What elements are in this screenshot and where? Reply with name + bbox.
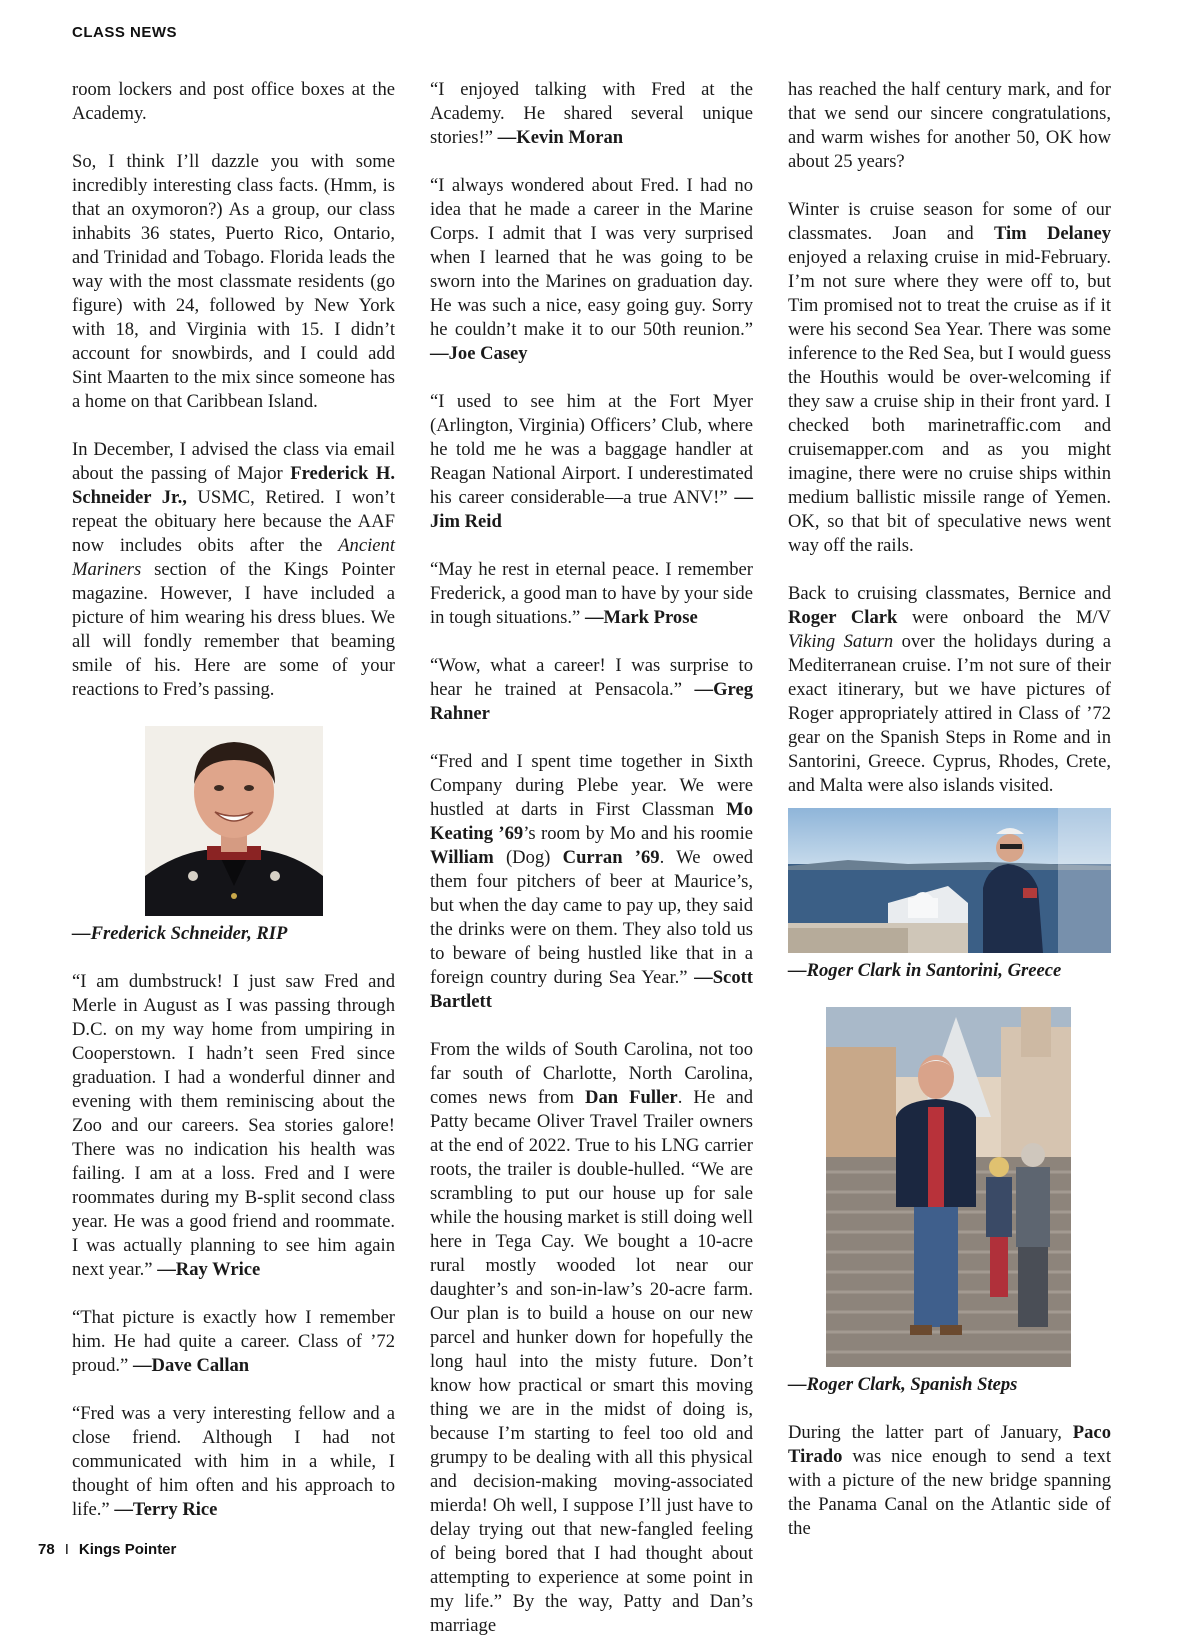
quote-paragraph: “I always wondered about Fred. I had no idea that he made a career in the Marine Corps. I admit that I was very surprised when I learned that he was going to be sworn into the Marines on graduation day. He was such a nice, easy going guy. Sorry he couldn’t make it to our 50th reunion.” —Joe Casey: [430, 175, 753, 364]
photo-caption-schneider: —Frederick Schneider, RIP: [72, 923, 288, 944]
photo-caption-santorini: —Roger Clark in Santorini, Greece: [788, 960, 1062, 981]
quote-paragraph: “Fred was a very interesting fellow and a close friend. Although I had not communicated with him in a while, I thought of him often and his approach to life.” —Terry Rice: [72, 1403, 395, 1520]
page-footer: [38, 1541, 176, 1558]
paragraph: From the wilds of South Carolina, not too far south of Charlotte, North Carolina, comes news from Dan Fuller. He and Patty became Oliver Travel Trailer owners at the end of 2022. True to his LNG carrier roots, the trailer is double-hulled. “We are scrambling to put our house up for sale while the housing market is still doing well here in Tega Cay. We bought a 10-acre rural mostly wooded lot near our daughter’s and son-in-law’s 20-acre farm. Our plan is to build a house on our new parcel and hunker down for hopefully the long haul into the misty future. Don’t know how practical or smart this moving thing we are in the midst of doing is, because I’m starting to feel too old and grumpy to be dealing with all this physical and decision-making moving-associated mierda! Oh well, I suppose I’ll just have to delay trying out that new-fangled feeling of being bored that I had thought about attempting to experience at some point in my life.” By the way, Patty and Dan’s marriage: [430, 1039, 753, 1636]
quote-author: —Terry Rice: [114, 1499, 218, 1520]
quote-paragraph: “That picture is exactly how I remember him. He had quite a career. Class of ’72 proud.” —Dave Callan: [72, 1307, 395, 1376]
classmate-name: Tim Delaney: [993, 223, 1111, 244]
quote-author: —Kevin Moran: [497, 127, 624, 148]
classmate-name: Frederick H. Schneider Jr.,: [72, 463, 395, 508]
classmate-name: Mo Keating ’69: [430, 799, 753, 844]
column-1: [72, 78, 395, 1522]
page-number: 78: [38, 1541, 55, 1558]
quote-paragraph: “I am dumbstruck! I just saw Fred and Merle in August as I was passing through D.C. on my way home from umpiring in Cooperstown. I hadn’t seen Fred since graduation. I had a wonderful dinner and evening with them reminiscing about the Zoo and our careers. Sea stories galore! There was no indication his health was failing. I am at a loss. Fred and I were roommates during my B-split second class year. He was a good friend and roommate. I was actually planning to see him again next year.” —Ray Wrice: [72, 971, 395, 1280]
paragraph: has reached the half century mark, and for that we send our sincere congratulations, and warm wishes for another 50, OK how about 25 years?: [788, 79, 1111, 172]
quote-author: —Dave Callan: [132, 1355, 250, 1376]
quote-paragraph: “Wow, what a career! I was surprise to hear he trained at Pensacola.” —Greg Rahner: [430, 655, 753, 724]
paragraph: Winter is cruise season for some of our classmates. Joan and Tim Delaney enjoyed a relaxing cruise in mid-February. I’m not sure where they were off to, but Tim promised not to treat the cruise as if it were his second Sea Year. There was some inference to the Red Sea, but I would guess the Houthis would be over-welcoming if they saw a cruise ship in their front yard. I checked both marinetraffic.com and cruisemapper.com and as you might imagine, there were no cruise ships within medium ballistic missile range of Yemen. OK, so that bit of speculative news went way off the rails.: [788, 199, 1111, 556]
footer-separator: I: [64, 1541, 69, 1558]
classmate-name: William: [430, 847, 494, 868]
column-3: [788, 78, 1111, 1541]
section-header: CLASS NEWS: [72, 24, 178, 41]
paragraph: During the latter part of January, Paco Tirado was nice enough to send a text with a picture of the new bridge spanning the Panama Canal on the Atlantic side of the: [788, 1422, 1111, 1539]
column-2: [430, 78, 753, 1638]
paragraph: So, I think I’ll dazzle you with some incredibly interesting class facts. (Hmm, is that an oxymoron?) As a group, our class inhabits 36 states, Puerto Rico, Ontario, and Trinidad and Tobago. Florida leads the way with the most classmate residents (go figure) with 24, followed by New York with 18, and Virginia with 15. I didn’t account for snowbirds, and I could add Sint Maarten to the mix since someone has a home on that Caribbean Island.: [72, 151, 395, 412]
photo-caption-spanish-steps: —Roger Clark, Spanish Steps: [788, 1374, 1018, 1395]
classmate-name: Dan Fuller: [585, 1087, 678, 1108]
classmate-name: Curran ’69: [562, 847, 660, 868]
quote-author: —Scott Bartlett: [430, 967, 753, 1012]
santorini-photo: [788, 808, 1111, 953]
quote-paragraph: “I enjoyed talking with Fred at the Academy. He shared several unique stories!” —Kevin Moran: [430, 79, 753, 148]
spanish-steps-photo: [826, 1007, 1071, 1367]
publication-name: Kings Pointer: [78, 1541, 177, 1558]
quote-paragraph: “Fred and I spent time together in Sixth Company during Plebe year. We were hustled at darts in First Classman Mo Keating ’69’s room by Mo and his roomie William (Dog) Curran ’69. We owed them four pitchers of beer at Maurice’s, but when the day came to pay up, they said the drinks were on them. They also told us to beware of being hustled like that in a foreign country during Sea Year.” —Scott Bartlett: [430, 751, 753, 1012]
paragraph: In December, I advised the class via email about the passing of Major Frederick H. Schneider Jr., USMC, Retired. I won’t repeat the obituary here because the AAF now includes obits after the Ancient Mariners section of the Kings Pointer magazine. However, I have included a picture of him wearing his dress blues. We all will fondly remember that beaming smile of his. Here are some of your reactions to Fred’s passing.: [72, 439, 395, 700]
paragraph: room lockers and post office boxes at the Academy.: [72, 79, 395, 124]
paragraph: Back to cruising classmates, Bernice and Roger Clark were onboard the M/V Viking Saturn over the holidays during a Mediterranean cruise. I’m not sure of their exact itinerary, but we have pictures of Roger appropriately attired in Class of ’72 gear on the Spanish Steps in Rome and in Santorini, Greece. Cyprus, Rhodes, Crete, and Malta were also islands visited.: [788, 583, 1111, 796]
schneider-portrait-photo: [145, 726, 323, 916]
quote-author: —Greg Rahner: [430, 679, 753, 724]
classmate-name: Paco Tirado: [788, 1422, 1111, 1467]
classmate-name: Roger Clark: [788, 607, 898, 628]
quote-paragraph: “May he rest in eternal peace. I remember Frederick, a good man to have by your side in tough situations.” —Mark Prose: [430, 559, 753, 628]
quote-author: —Mark Prose: [584, 607, 698, 628]
quote-author: —Joe Casey: [430, 343, 528, 364]
quote-paragraph: “I used to see him at the Fort Myer (Arlington, Virginia) Officers’ Club, where he told me he was a baggage handler at Reagan National Airport. I underestimated his career considerable—a true ANV!” —Jim Reid: [430, 391, 753, 532]
quote-author: —Ray Wrice: [157, 1259, 261, 1280]
quote-author: —Jim Reid: [430, 487, 753, 532]
